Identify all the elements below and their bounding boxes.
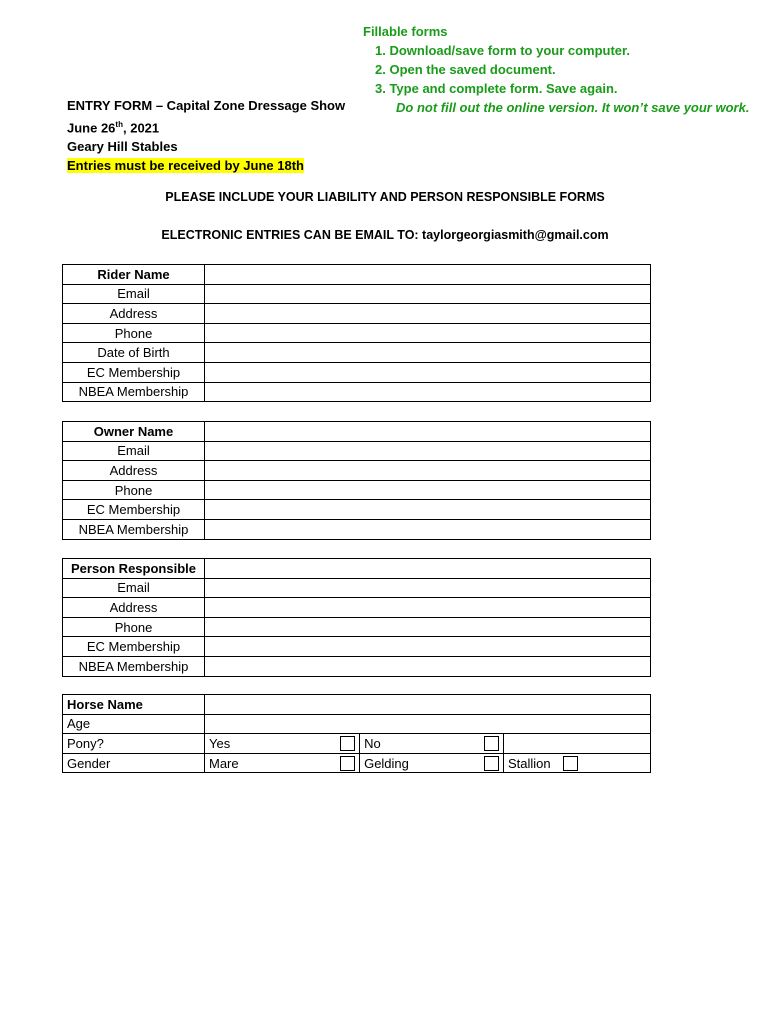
- person-email-field[interactable]: [205, 578, 651, 598]
- pony-yes-checkbox[interactable]: [340, 736, 355, 751]
- person-ec-field[interactable]: [205, 637, 651, 657]
- owner-phone-field[interactable]: [205, 480, 651, 500]
- rider-phone-label: Phone: [63, 323, 205, 343]
- table-row: [63, 284, 651, 304]
- table-row: [63, 617, 651, 637]
- rider-name-field[interactable]: [205, 265, 651, 285]
- rider-nbea-field[interactable]: [205, 382, 651, 402]
- fillable-instructions: [363, 22, 749, 117]
- owner-ec-field[interactable]: [205, 500, 651, 520]
- table-row: [63, 753, 651, 773]
- instructions-step: 3. Type and complete form. Save again.: [375, 81, 618, 96]
- instructions-note: Do not fill out the online version. It won’t save your work.: [396, 100, 750, 115]
- owner-nbea-field[interactable]: [205, 519, 651, 539]
- date-sup: th: [115, 120, 123, 129]
- table-row: [63, 461, 651, 481]
- table-row: [63, 343, 651, 363]
- table-row: [63, 637, 651, 657]
- pony-no-checkbox[interactable]: [484, 736, 499, 751]
- liability-notice: PLEASE INCLUDE YOUR LIABILITY AND PERSON RESPONSIBLE FORMS: [165, 190, 605, 204]
- form-header: [67, 96, 345, 175]
- table-row: [63, 362, 651, 382]
- table-row: [63, 441, 651, 461]
- gender-gelding-cell: [360, 753, 504, 773]
- rider-nbea-label: NBEA Membership: [63, 382, 205, 402]
- instructions-step: 1. Download/save form to your computer.: [375, 43, 630, 58]
- pony-no-label: No: [364, 735, 381, 751]
- venue: Geary Hill Stables: [67, 139, 178, 155]
- person-address-field[interactable]: [205, 598, 651, 618]
- person-phone-field[interactable]: [205, 617, 651, 637]
- gender-mare-checkbox[interactable]: [340, 756, 355, 771]
- table-row: [63, 265, 651, 285]
- table-row: [63, 656, 651, 676]
- rider-email-field[interactable]: [205, 284, 651, 304]
- table-row: [63, 598, 651, 618]
- gender-gelding-label: Gelding: [364, 755, 409, 771]
- owner-table: [62, 421, 651, 540]
- gender-stallion-cell: [504, 753, 651, 773]
- table-row: [63, 734, 651, 754]
- instructions-list: [363, 41, 749, 117]
- pony-no-cell: [360, 734, 504, 754]
- table-row: [63, 382, 651, 402]
- rider-name-label: Rider Name: [63, 265, 205, 285]
- owner-address-label: Address: [63, 461, 205, 481]
- gender-stallion-checkbox[interactable]: [563, 756, 578, 771]
- person-ec-label: EC Membership: [63, 637, 205, 657]
- rider-dob-field[interactable]: [205, 343, 651, 363]
- instructions-title: Fillable forms: [363, 24, 448, 39]
- pony-yes-label: Yes: [209, 735, 231, 751]
- owner-phone-label: Phone: [63, 480, 205, 500]
- rider-dob-label: Date of Birth: [63, 343, 205, 363]
- show-date: [67, 115, 345, 137]
- owner-address-field[interactable]: [205, 461, 651, 481]
- owner-ec-label: EC Membership: [63, 500, 205, 520]
- table-row: [63, 500, 651, 520]
- table-row: [63, 559, 651, 579]
- pony-label: Pony?: [63, 734, 205, 754]
- table-row: [63, 695, 651, 715]
- pony-empty-cell: [504, 734, 651, 754]
- gender-mare-cell: [205, 753, 360, 773]
- date-text: June 26: [67, 120, 116, 136]
- table-row: [63, 422, 651, 442]
- table-row: [63, 578, 651, 598]
- table-row: [63, 519, 651, 539]
- person-nbea-field[interactable]: [205, 656, 651, 676]
- table-row: [63, 323, 651, 343]
- rider-ec-label: EC Membership: [63, 362, 205, 382]
- owner-name-label: Owner Name: [63, 422, 205, 442]
- gender-gelding-checkbox[interactable]: [484, 756, 499, 771]
- date-year: , 2021: [122, 120, 160, 136]
- table-row: [63, 714, 651, 734]
- person-name-label: Person Responsible: [63, 559, 205, 579]
- horse-table: [62, 694, 651, 773]
- rider-ec-field[interactable]: [205, 362, 651, 382]
- horse-age-field[interactable]: [205, 714, 651, 734]
- rider-email-label: Email: [63, 284, 205, 304]
- horse-age-label: Age: [63, 714, 205, 734]
- person-address-label: Address: [63, 598, 205, 618]
- owner-email-field[interactable]: [205, 441, 651, 461]
- owner-nbea-label: NBEA Membership: [63, 519, 205, 539]
- table-row: [63, 304, 651, 324]
- person-email-label: Email: [63, 578, 205, 598]
- rider-address-label: Address: [63, 304, 205, 324]
- person-phone-label: Phone: [63, 617, 205, 637]
- instructions-step: 2. Open the saved document.: [375, 62, 556, 77]
- rider-address-field[interactable]: [205, 304, 651, 324]
- owner-name-field[interactable]: [205, 422, 651, 442]
- form-title: ENTRY FORM – Capital Zone Dressage Show: [67, 98, 346, 113]
- rider-phone-field[interactable]: [205, 323, 651, 343]
- gender-mare-label: Mare: [209, 755, 239, 771]
- horse-name-label: Horse Name: [63, 695, 205, 715]
- person-nbea-label: NBEA Membership: [63, 656, 205, 676]
- gender-stallion-label: Stallion: [508, 755, 551, 771]
- person-name-field[interactable]: [205, 559, 651, 579]
- horse-name-field[interactable]: [205, 695, 651, 715]
- rider-table: [62, 264, 651, 402]
- pony-yes-cell: [205, 734, 360, 754]
- owner-email-label: Email: [63, 441, 205, 461]
- person-responsible-table: [62, 558, 651, 677]
- table-row: [63, 480, 651, 500]
- deadline: Entries must be received by June 18th: [67, 158, 304, 174]
- gender-label: Gender: [63, 753, 205, 773]
- email-notice: ELECTRONIC ENTRIES CAN BE EMAIL TO: taylorgeorgiasmith@gmail.com: [161, 228, 609, 242]
